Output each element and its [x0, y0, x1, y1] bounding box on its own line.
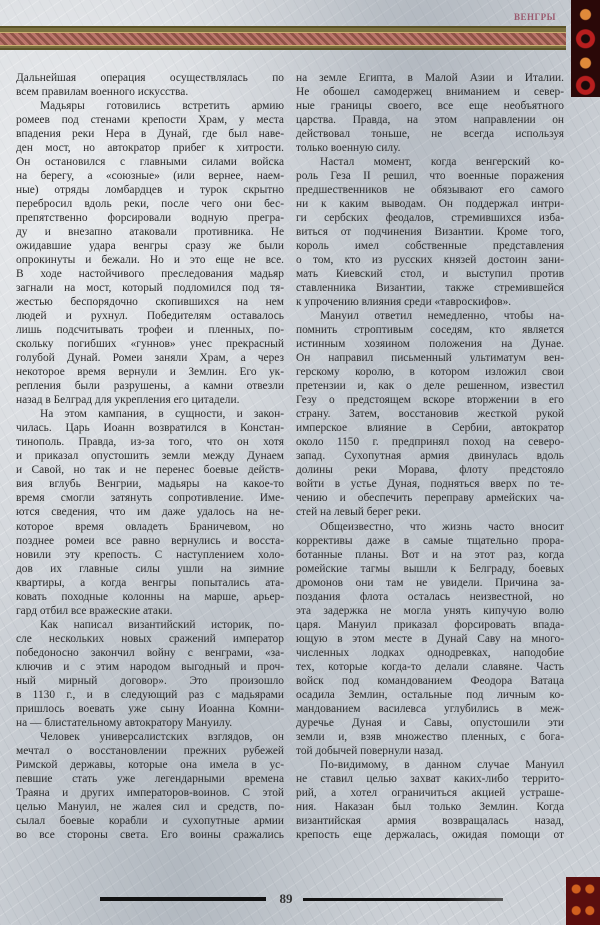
text-line: всем правилам военного искусства. [16, 86, 189, 99]
ornament-icon-bottom-right [566, 877, 600, 925]
text-line: византийская армия возвращалась назад, [296, 814, 564, 827]
text-line: в 1130 г., и в следующий раз с мадьярами [16, 688, 284, 701]
text-line: скольку погибших «гуннов» унес прекрасный [16, 338, 284, 351]
text-line: земли и, взяв множество пленных, с бога- [296, 730, 564, 743]
text-line: некоторое время вернули и Землин. Его ук- [16, 366, 284, 379]
text-line: Человек универсалистских взглядов, он [40, 730, 284, 743]
decorative-header-band [0, 26, 566, 50]
text-line: ковать походные колонны на марше, арьер- [16, 590, 284, 603]
section-header-label: ВЕНГРЫ [513, 12, 557, 22]
text-line: назад в Белград для укрепления его цитадели. [16, 394, 240, 407]
text-line: На этом кампания, в сущности, и закон- [40, 408, 284, 421]
text-line: Как написал византийский историк, по- [40, 618, 284, 631]
text-line: ющую в этом месте в Дунай Саву на много- [296, 632, 564, 645]
text-line: чилась. Царь Иоанн возвратился в Констан- [16, 422, 284, 435]
text-line: роль Геза II решил, что военные поражения [296, 170, 564, 183]
text-line: запад. Сухопутная армия двинулась вдоль [296, 450, 564, 463]
text-line: эта задержка не могла унять кипучую волю [296, 604, 564, 617]
text-line: ромейские тагмы вышли к Белграду, боевых [296, 562, 564, 575]
text-line: квартиры, а когда венгры попытались ата- [16, 576, 284, 589]
text-line: гард отбил все вражеские атаки. [16, 604, 173, 617]
text-line: рий, а хотел ограничиться акцией устраше- [296, 786, 564, 799]
text-line: претензии и, как о деле решенном, известил [296, 380, 564, 393]
text-line: которое время овладеть Браничевом, но [16, 520, 284, 533]
text-line: и Савой, но так и не перенес боевые действ- [16, 464, 284, 477]
text-line: во все стороны света. Его воины сражались [16, 828, 284, 841]
text-column-right [296, 71, 564, 842]
text-line: голубой Дунай. Ромеи заняли Храм, а через [16, 352, 284, 365]
text-line: целью Мануил, не жалея сил и средств, по- [16, 800, 284, 813]
text-line: истинным хозяином положения на Дунае. [296, 338, 564, 351]
text-line: сле нескольких новых сражений император [16, 632, 284, 645]
text-line: о том, кто из русских князей достоин зани- [296, 254, 564, 267]
text-line: победоносно закончил войну с венграми, «за- [16, 646, 284, 659]
text-line: действовал тоньше, не всегда используя [296, 128, 564, 141]
text-line: помнить строптивым соседям, кто является [296, 324, 564, 337]
text-line: позднее ромеи все равно вернулись и восста- [16, 534, 284, 547]
text-line: людей и рухнул. Победителям оставалось [16, 310, 284, 323]
text-line: только военную силу. [296, 142, 401, 155]
text-line: дуречье Дуная и Савы, опустошили эти [296, 716, 564, 729]
text-line: ги сербских феодалов, стремившихся изба- [296, 212, 564, 225]
text-line: препятственно форсировали водную прегра- [16, 212, 284, 225]
text-line: страну. Затем, восстановив жесткой рукой [296, 408, 564, 421]
text-line: долины реки Морава, флоту предстояло [296, 464, 564, 477]
text-line: пришлось воевать уже сыну Иоанна Комни- [16, 702, 284, 715]
text-line: той добычей повернули назад. [296, 744, 444, 757]
ornament-icon-top-right [571, 0, 600, 97]
text-line: ни к каким выводам. Он поддержал интри- [296, 198, 564, 211]
footer-rule-left [100, 897, 266, 901]
text-line: царя. Мануил приказал форсировать впада- [296, 618, 564, 631]
text-line: на берегу, а «союзные» (или вернее, наем- [16, 170, 284, 183]
text-line: репления были разрушены, а камни отвезли [16, 380, 284, 393]
text-line: певшие стать уже легендарными времена [16, 772, 284, 785]
text-line: коррективы даже в самые тщательно прора- [296, 534, 564, 547]
text-line: В ходе настойчивого преследования мадьяр [16, 268, 284, 281]
text-line: царства. Правда, на этом направлении он [296, 114, 564, 127]
text-line: осадила Землин, остальные под личным ко- [296, 688, 564, 701]
text-line: время смогли затянуть сопротивление. Име- [16, 492, 284, 505]
text-line: стей на левый берег реки. [296, 506, 421, 519]
text-line: войск под командованием Феодора Ватаца [296, 674, 564, 687]
text-line: сылал боевые корабли и сухопутные армии [16, 814, 284, 827]
text-line: ные границы своего, все еще необъятного [296, 100, 564, 113]
text-line: на — блистательному автократору Мануилу. [16, 716, 233, 729]
text-line: Траяна и других императоров-воинов. С этой [16, 786, 284, 799]
text-line: опрокинуты и бежали. Но и это еще не все. [16, 254, 284, 267]
text-line: не ставил целью захват каких-либо террито- [296, 772, 564, 785]
text-line: около 1150 г. предпринял поход на северо- [296, 436, 564, 449]
text-line: загнали на мост, который подломился под тя- [16, 282, 284, 295]
footer-rule-right [303, 898, 503, 901]
page-number: 89 [279, 891, 293, 906]
text-line: тинополь. Правда, из-за того, что он хотя [16, 436, 284, 449]
text-line: Мадьяры готовились встретить армию [40, 100, 284, 113]
text-line: Он направил письменный ультиматум вен- [296, 352, 564, 365]
text-column-left [16, 71, 284, 842]
text-line: мандованием василевса углубились в меж- [296, 702, 564, 715]
text-line: Римской державы, которые она имела в ус- [16, 758, 284, 771]
text-line: ден мост, но автократор прибег к хитрости. [16, 142, 284, 155]
text-line: ключив и с этим народом выгодный и проч- [16, 660, 284, 673]
text-line: Гезу о предстоящем вскоре вторжении в его [296, 394, 564, 407]
text-line: ный мирный договор». Это произошло [16, 674, 284, 687]
braided-ornament [0, 32, 566, 46]
text-line: и приказал опустошить земли между Дунаем [16, 450, 284, 463]
text-line: дов их главные силы ушли на зимние [16, 562, 284, 575]
text-line: перебросил вдоль реки, после чего они бес- [16, 198, 284, 211]
text-line: к упрочению влияния среди «тавроскифов». [296, 296, 512, 309]
text-line: мечтал о восстановлении прежних рубежей [16, 744, 284, 757]
text-line: ются сведения, что им даже удалось на не- [16, 506, 284, 519]
text-line: Не обошел самодержец вниманием и север- [296, 86, 564, 99]
text-line: крепость еще держалась, ожидая помощи от [296, 828, 564, 841]
text-line: тех, которые когда-то делали славяне. Часть [296, 660, 564, 673]
text-line: Настал момент, когда венгерский ко- [320, 156, 564, 169]
text-line: Дальнейшая операция осуществлялась по [16, 72, 284, 84]
text-line: на земле Египта, в Малой Азии и Италии. [296, 72, 564, 84]
text-line: виться от подчинения Византии. Кроме того, [296, 226, 564, 239]
text-line: Общеизвестно, что жизнь часто вносит [320, 520, 564, 533]
text-line: ставленника Византии, также стремившейся [296, 282, 564, 295]
text-line: ния. Наказан был только Землин. Когда [296, 800, 564, 813]
text-line: лишь подсчитывать трофеи и пленных, по- [16, 324, 284, 337]
text-line: мать Киевский стол, и выступил против [296, 268, 564, 281]
text-line: ные) отряды ломбардцев и турок скрытно [16, 184, 284, 197]
text-line: поздания флота осталась неизвестной, но [296, 590, 564, 603]
text-line: впадения реки Нера в Дунай, где был наве- [16, 128, 284, 141]
text-line: король имел собственные представления [296, 240, 564, 253]
text-line: ромеев под стенами крепости Храм, у места [16, 114, 284, 127]
text-line: войти в устье Дуная, подняться вверх по те- [296, 478, 564, 491]
text-line: новили эту крепость. С наступлением холо- [16, 548, 284, 561]
text-line: дромонов они там не увидели. Причина за- [296, 576, 564, 589]
text-line: Мануил ответил немедленно, чтобы на- [320, 310, 564, 323]
text-line: вия вглубь Венгрии, мадьяры на какое-то [16, 478, 284, 491]
text-line: предшественников не обязывают его самого [296, 184, 564, 197]
text-line: ожидавшие удара венгры сразу же были [16, 240, 284, 253]
text-line: чению и обеспечить переправу армейских ча- [296, 492, 564, 505]
text-line: имперское влияние в Сербии, автократор [296, 422, 564, 435]
text-line: жестью беспорядочно скопившихся на нем [16, 296, 284, 309]
text-line: ду и внезапно атаковали противника. Не [16, 226, 284, 239]
text-line: По-видимому, в данном случае Мануил [320, 758, 564, 771]
text-line: численных лодках однодревках, наподобие [296, 646, 564, 659]
text-line: Он остановился с главными силами войска [16, 156, 284, 169]
text-line: ботанные планы. Вот и на этот раз, когда [296, 548, 564, 561]
text-line: герскому королю, в котором изложил свои [296, 366, 564, 379]
